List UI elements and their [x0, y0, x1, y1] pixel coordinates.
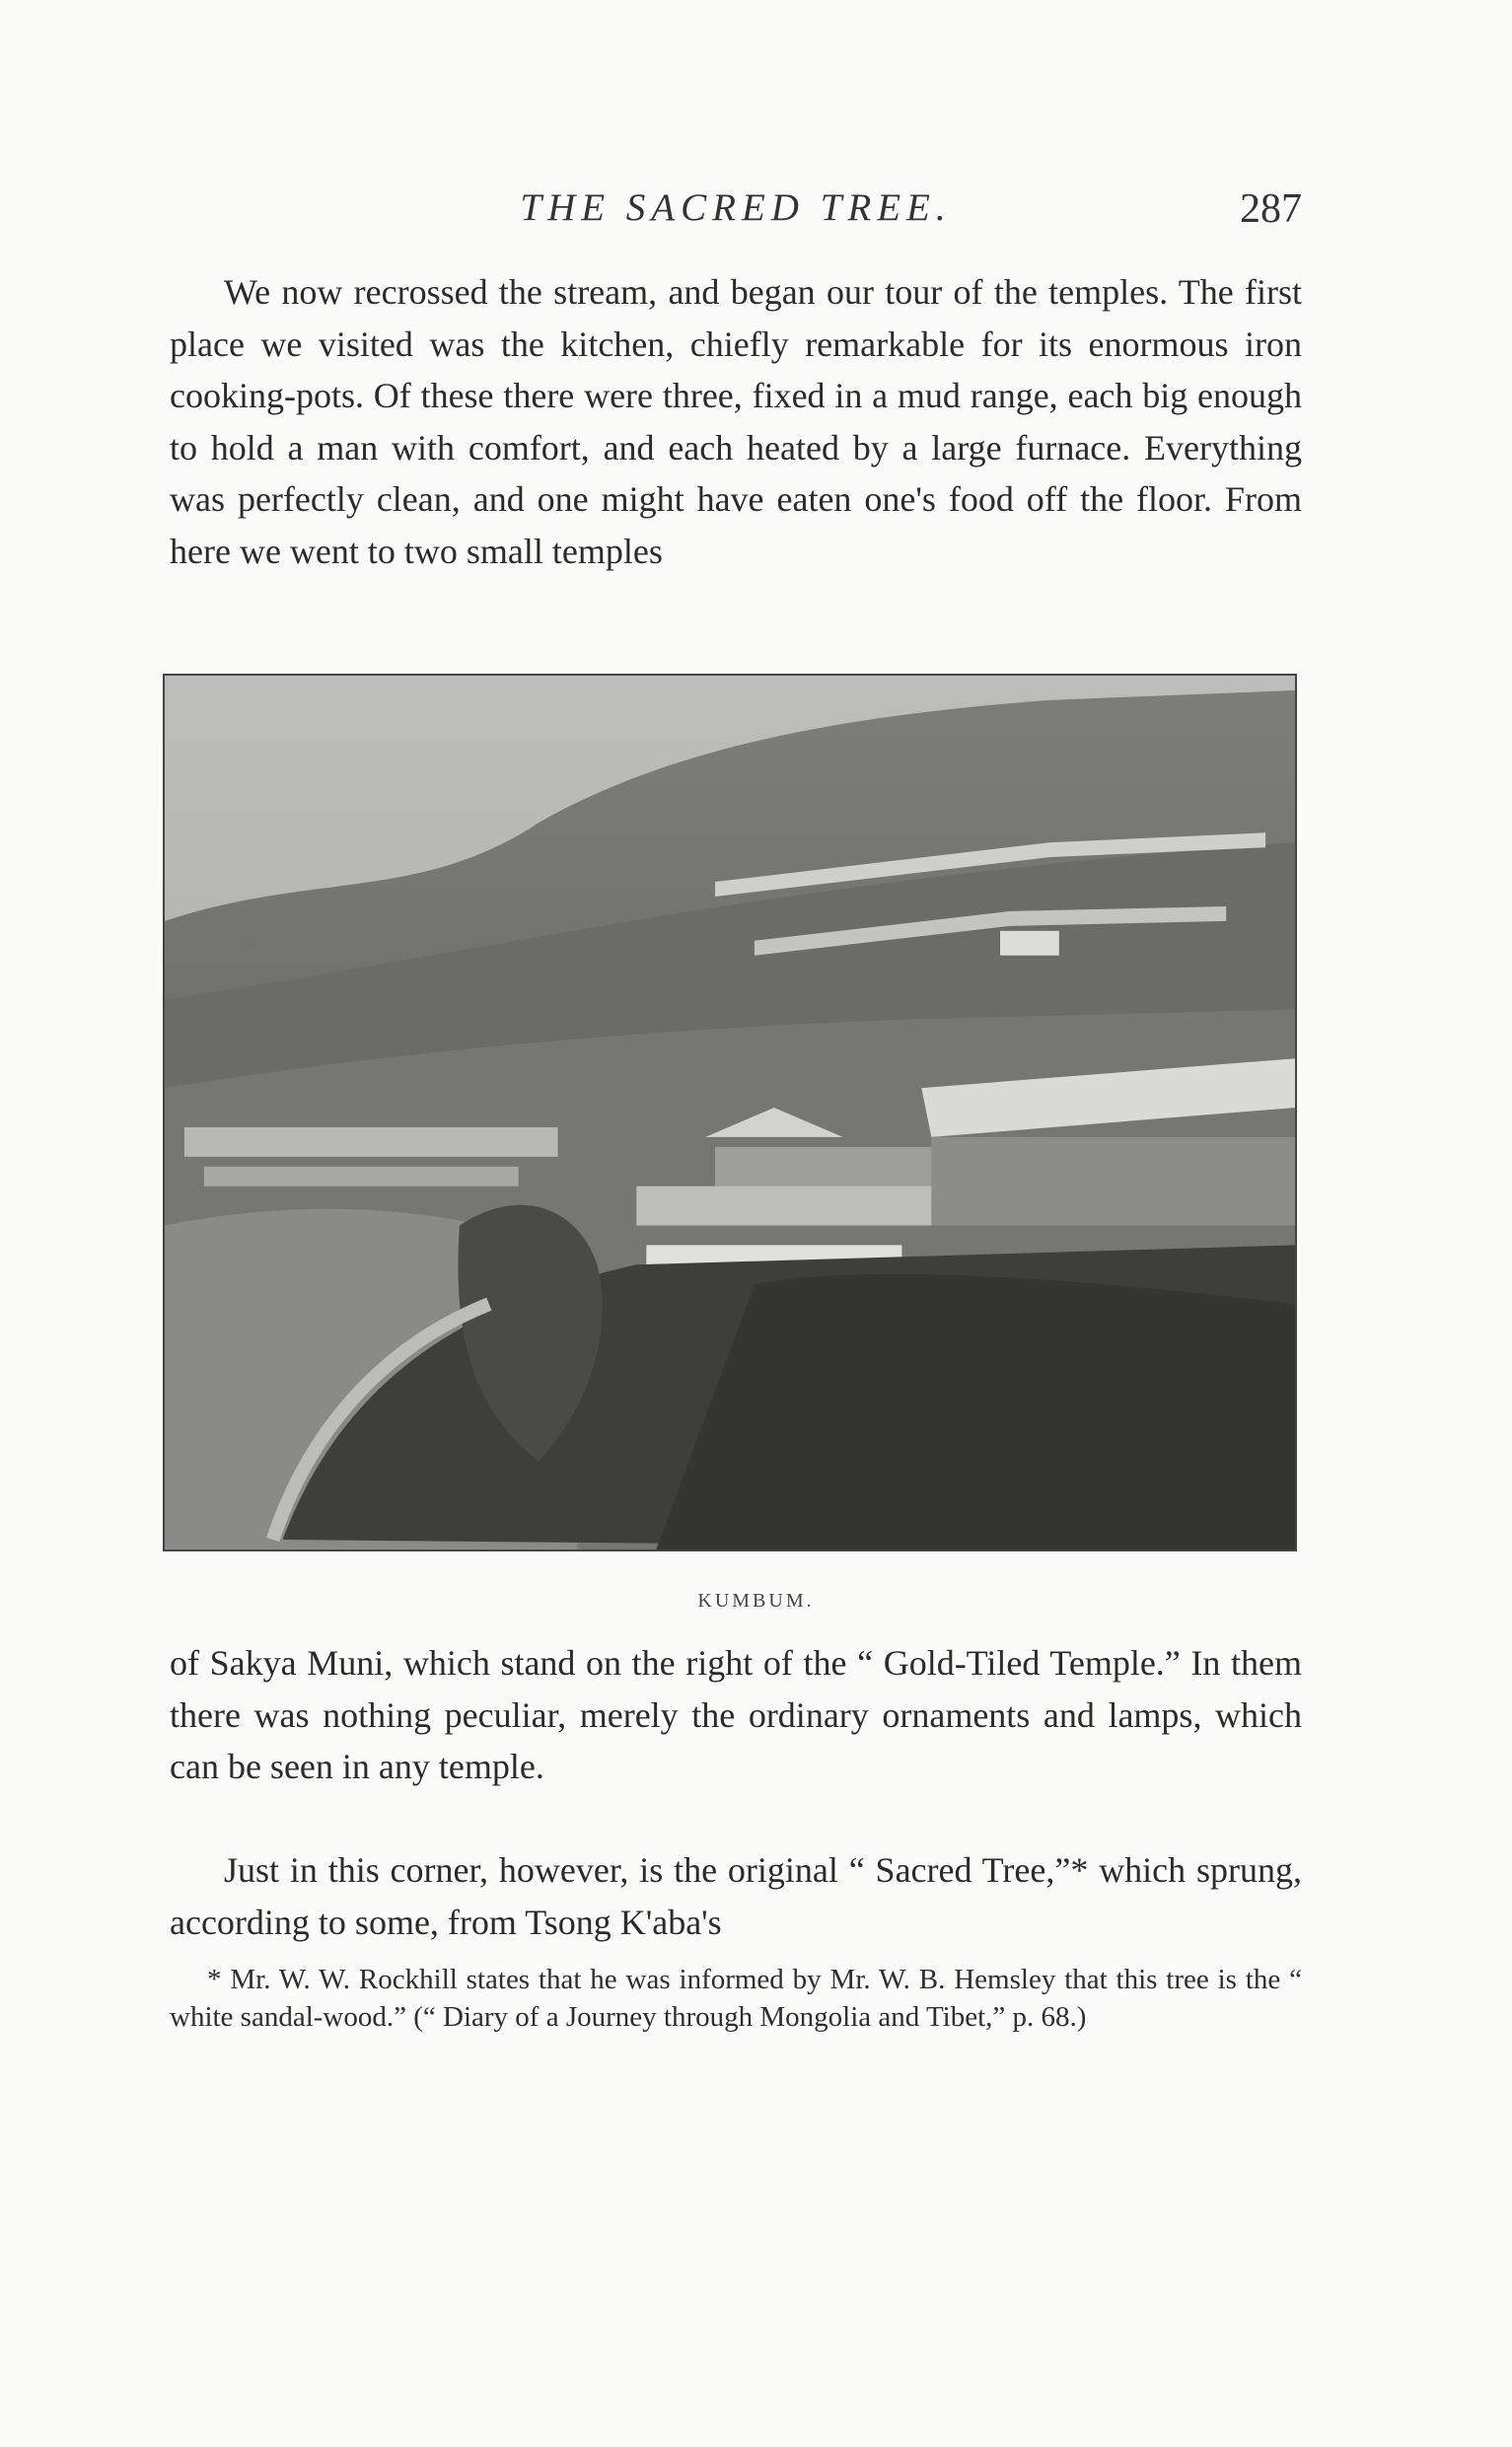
photograph-kumbum	[163, 674, 1297, 1551]
footnote: * Mr. W. W. Rockhill states that he was informed by Mr. W. B. Hemsley that this tree is the “ white sandal-wood.” (“ Diary of a Journey through Mongolia and Tibet,” p. 68.)	[170, 1964, 1302, 2033]
body-paragraph-3: Just in this corner, however, is the original “ Sacred Tree,”* which sprung, according to some, from Tsong K'aba's	[170, 1850, 1302, 1942]
body-paragraph-1: We now recrossed the stream, and began our tour of the temples. The first place we visited was the kitchen, chiefly remarkable for its enormous iron cooking-pots. Of these there were three, fixed in a mud range, each big enough to hold a man with comfort, and each heated by a large furnace. Everything was perfectly clean, and one might have eaten one's food off the floor. From here we went to two small temples	[170, 272, 1302, 571]
page-header	[170, 185, 1302, 245]
body-paragraph-2: of Sakya Muni, which stand on the right of the “ Gold-Tiled Temple.” In them there was nothing peculiar, merely the ordinary ornaments and lamps, which can be seen in any temple.	[170, 1643, 1302, 1786]
running-title: THE SACRED TREE.	[520, 186, 952, 229]
photograph-illustration	[165, 676, 1295, 1549]
page-number: 287	[1240, 186, 1302, 232]
figure-caption: KUMBUM.	[697, 1590, 815, 1612]
